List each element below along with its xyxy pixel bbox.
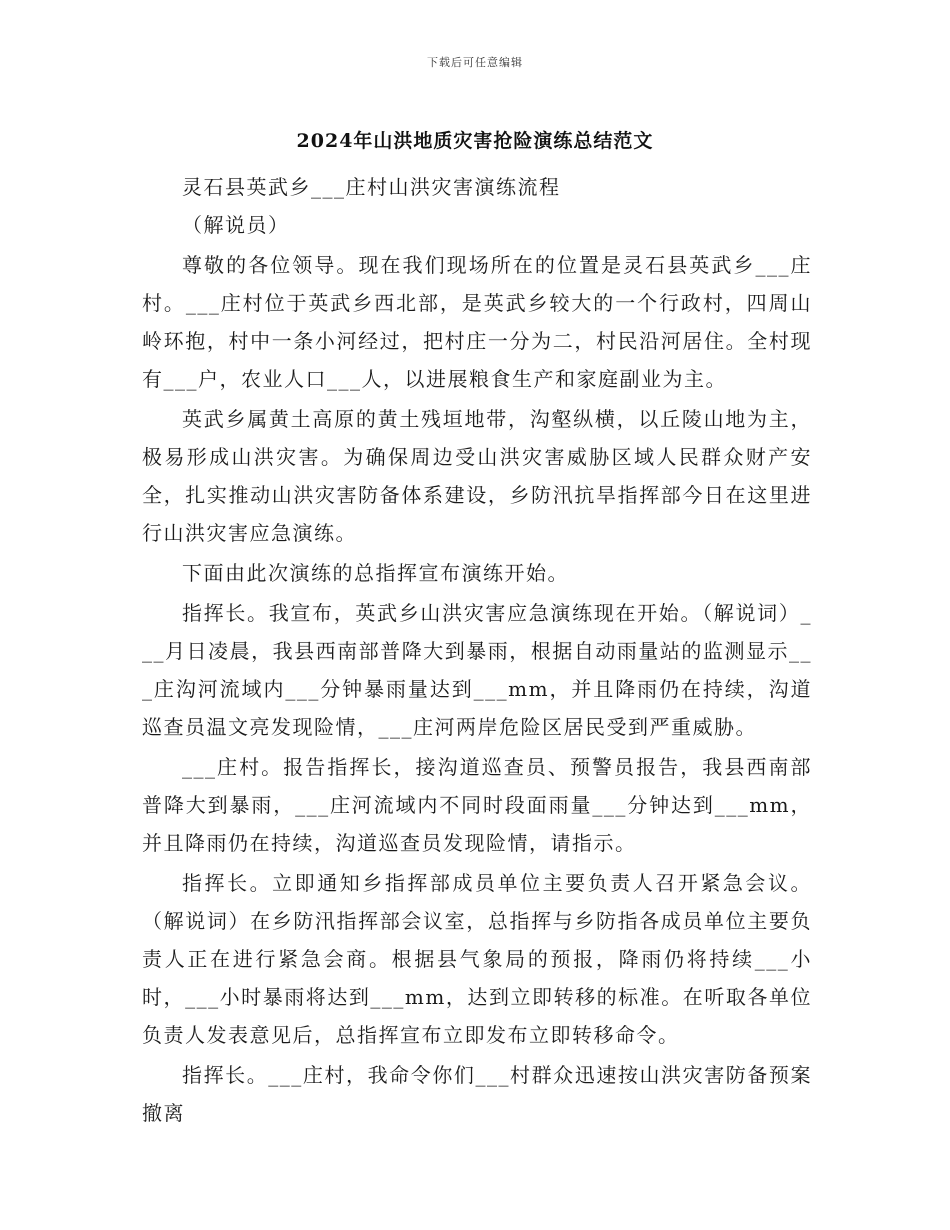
header-note: 下载后可任意编辑: [427, 56, 523, 69]
paragraph: 指挥长。我宣布，英武乡山洪灾害应急演练现在开始。（解说词）___月日凌晨，我县西南部普降大到暴雨，根据自动雨量站的监测显示___庄沟河流域内___分钟暴雨量达到___mm，并且降雨仍在持续，沟道巡查员温文亮发现险情，___庄河两岸危险区居民受到严重威胁。: [142, 601, 812, 739]
paragraph: 英武乡属黄土高原的黄土残垣地带，沟壑纵横，以丘陵山地为主，极易形成山洪灾害。为确保周边受山洪灾害威胁区域人民群众财产安全，扎实推动山洪灾害防备体系建设，乡防汛抗旱指挥部今日在这里进行山洪灾害应急演练。: [142, 407, 812, 545]
document-title: 2024年山洪地质灾害抢险演练总结范文: [296, 130, 654, 152]
paragraph: 尊敬的各位领导。现在我们现场所在的位置是灵石县英武乡___庄村。___庄村位于英武乡西北部，是英武乡较大的一个行政村，四周山岭环抱，村中一条小河经过，把村庄一分为二，村民沿河居住。全村现有___户，农业人口___人，以进展粮食生产和家庭副业为主。: [142, 253, 812, 391]
paragraph-role-narrator: （解说员）: [182, 213, 290, 237]
document-body: [142, 168, 812, 1132]
paragraph: 下面由此次演练的总指挥宣布演练开始。: [182, 561, 569, 585]
paragraph-subtitle: 灵石县英武乡___庄村山洪灾害演练流程: [182, 175, 561, 199]
paragraph: 指挥长。立即通知乡指挥部成员单位主要负责人召开紧急会议。（解说词）在乡防汛指挥部会议室，总指挥与乡防指各成员单位主要负责人正在进行紧急会商。根据县气象局的预报，降雨仍将持续___小时，___小时暴雨将达到___mm，达到立即转移的标准。在听取各单位负责人发表意见后，总指挥宣布立即发布立即转移命令。: [142, 871, 812, 1047]
paragraph: ___庄村。报告指挥长，接沟道巡查员、预警员报告，我县西南部普降大到暴雨，___庄河流域内不同时段面雨量___分钟达到___mm，并且降雨仍在持续，沟道巡查员发现险情，请指示。: [142, 755, 812, 855]
paragraph: 指挥长。___庄村，我命令你们___村群众迅速按山洪灾害防备预案撤离: [142, 1063, 812, 1125]
